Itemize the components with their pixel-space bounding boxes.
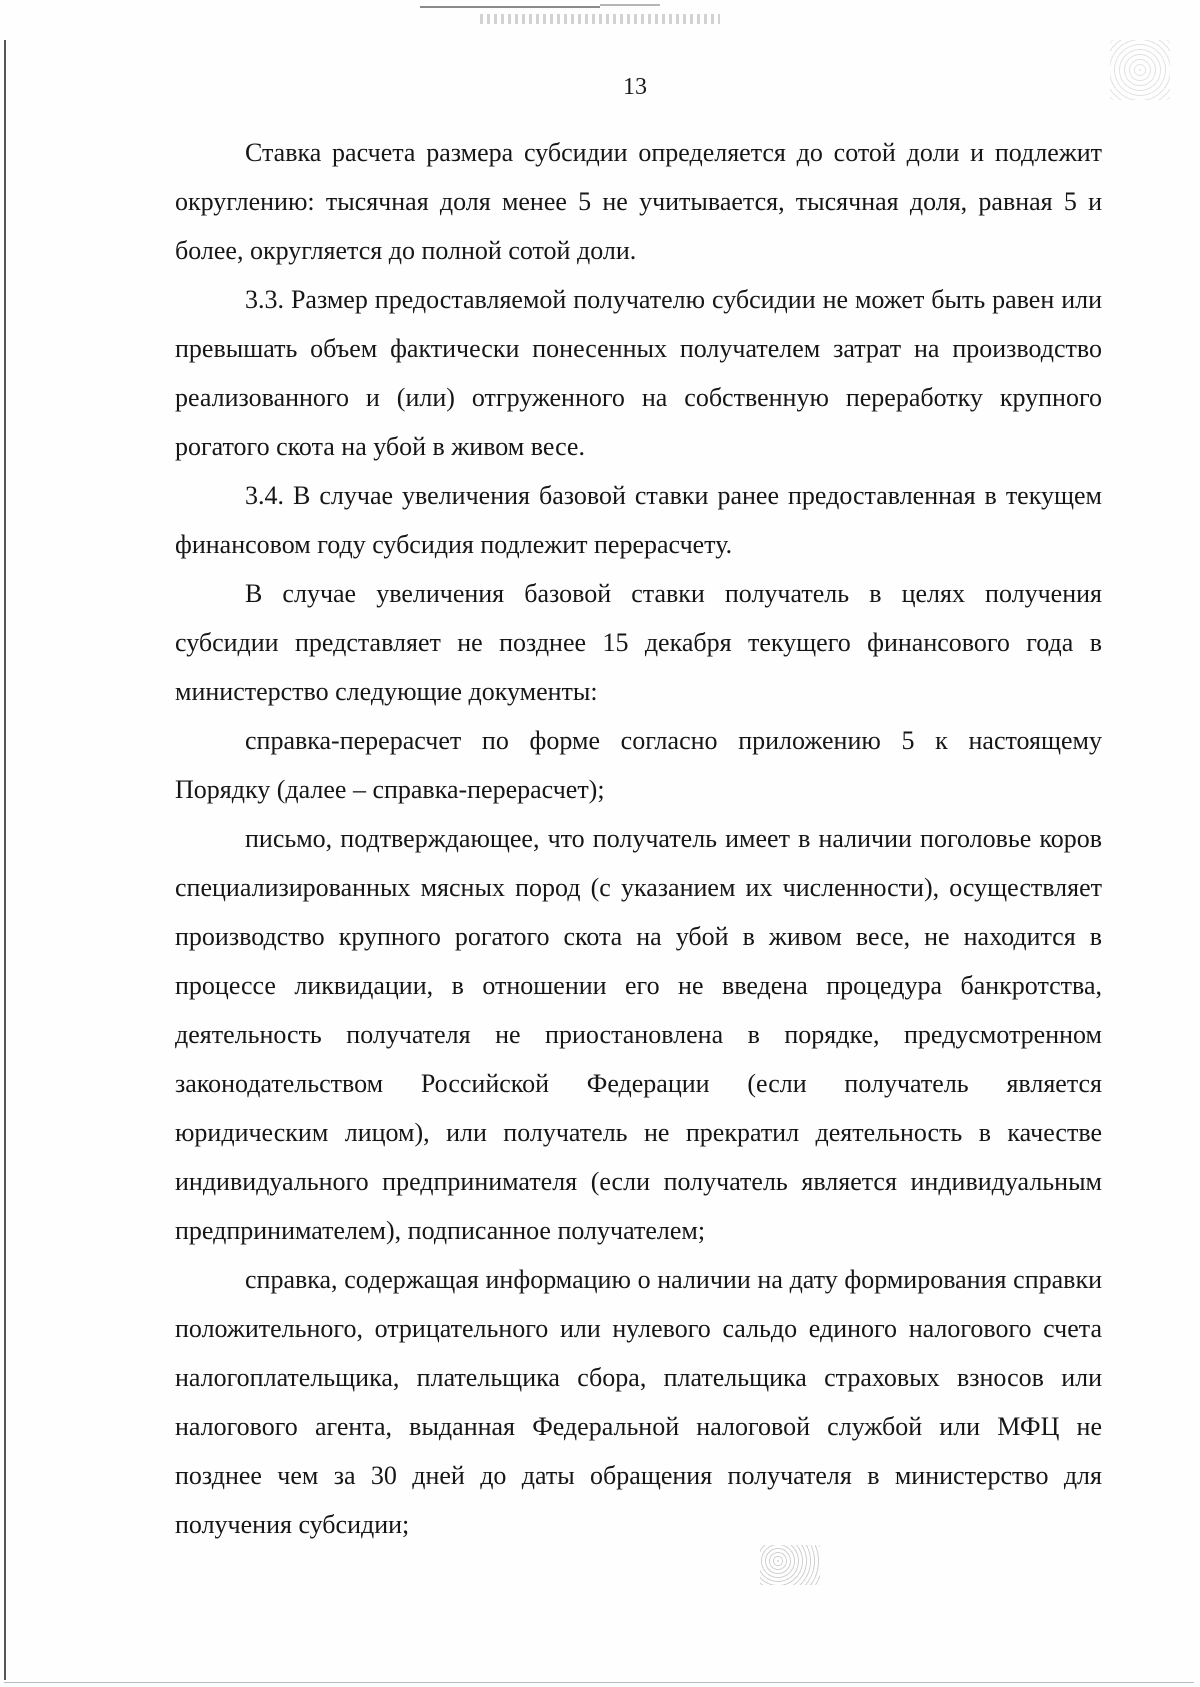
paragraph-tax-balance-certificate: справка, содержащая информацию о наличии на дату формирования справки положительного, отрицательного или нулевого сальдо единого налогового счета налогоплательщика, плательщика сбора, плательщика страховых взносов или налогового агента, выданная Федеральной налоговой службой или МФЦ не позднее чем за 30 дней до даты обращения получателя в министерство для получения субсидии;: [175, 1265, 1102, 1539]
paragraph-confirmation-letter: письмо, подтверждающее, что получатель имеет в наличии поголовье коров специализированных мясных пород (с указанием их численности), осуществляет производство крупного рогатого скота на убой в живом весе, не находится в процессе ликвидации, в отношении его не введена процедура банкротства, деятельность получателя не приостановлена в порядке, предусмотренном законодательством Российской Федерации (если получатель является юридическим лицом), или получатель не прекратил деятельность в качестве индивидуального предпринимателя (если получатель является индивидуальным предпринимателем), подписанное получателем;: [175, 824, 1102, 1245]
scan-artifact-top-smudge: [480, 14, 720, 24]
paragraph-recalculation-certificate: справка-перерасчет по форме согласно приложению 5 к настоящему Порядку (далее – справка-перерасчет);: [175, 726, 1102, 804]
scan-artifact-noise: [760, 1545, 820, 1585]
paragraph-subsidy-rate-rounding: Ставка расчета размера субсидии определяется до сотой доли и подлежит округлению: тысячная доля менее 5 не учитывается, тысячная доля, равная 5 и более, округляется до полной сотой доли.: [175, 138, 1102, 265]
scan-artifact-top-line-2: [600, 4, 660, 6]
document-body: [175, 128, 1102, 1549]
scan-artifact-bottom-edge: [4, 1682, 1194, 1683]
scan-artifact-top-line: [420, 6, 600, 8]
paragraph-3-3: 3.3. Размер предоставляемой получателю субсидии не может быть равен или превышать объем фактически понесенных получателем затрат на производство реализованного и (или) отгруженного на собственную переработку крупного рогатого скота на убой в живом весе.: [175, 285, 1102, 461]
scan-artifact-left-edge: [4, 40, 6, 1680]
paragraph-3-4: 3.4. В случае увеличения базовой ставки ранее предоставленная в текущем финансовом году субсидия подлежит перерасчету.: [175, 481, 1102, 559]
paragraph-base-rate-increase: В случае увеличения базовой ставки получатель в целях получения субсидии представляет не позднее 15 декабря текущего финансового года в министерство следующие документы:: [175, 579, 1102, 706]
page-number: 13: [623, 74, 647, 100]
